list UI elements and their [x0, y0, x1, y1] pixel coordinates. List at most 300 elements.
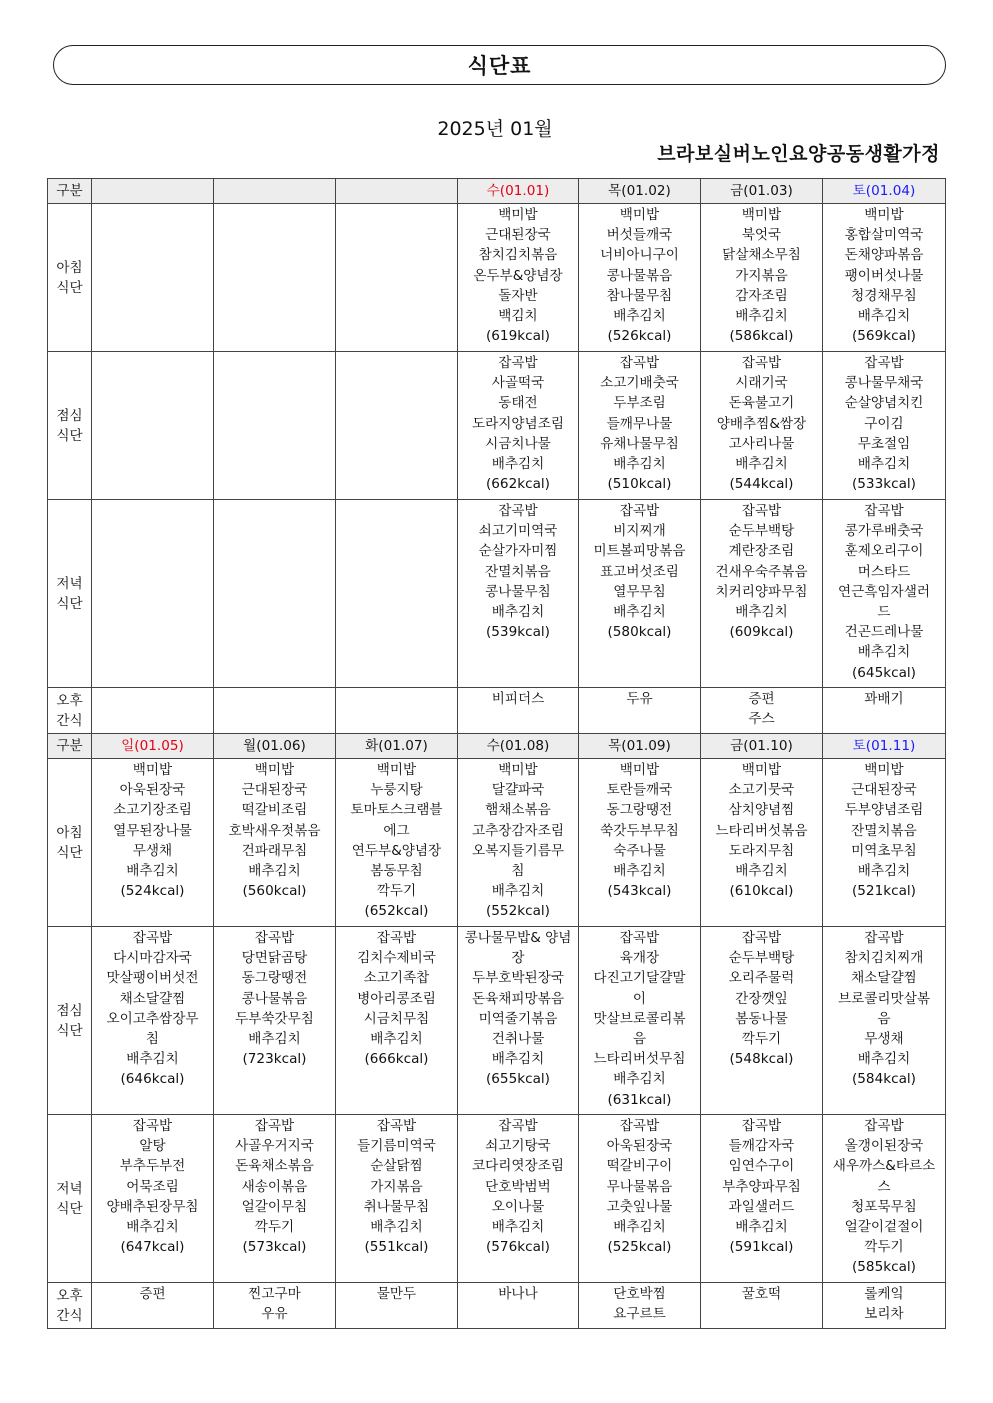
lunch-cell: [336, 927, 458, 1115]
menu-item: 배추김치: [857, 863, 911, 880]
menu-item: 봄동나물: [735, 1010, 788, 1027]
menu-item: (655kcal): [485, 1071, 550, 1088]
menu-item: 취나물무침: [363, 1198, 430, 1215]
menu-item: 새송이볶음: [241, 1178, 308, 1195]
menu-item: 과일샐러드: [728, 1198, 795, 1215]
menu-item: 새우까스&타르소: [832, 1158, 936, 1175]
menu-item: 햄채소볶음: [485, 802, 551, 819]
menu-item: 비지찌개: [613, 523, 666, 540]
menu-item: 저녁: [56, 575, 83, 592]
menu-item: 얼갈이겉절이: [844, 1219, 924, 1236]
menu-item: 무생채: [864, 1031, 904, 1048]
menu-item: 간식: [56, 1307, 83, 1324]
lunch-cell: [214, 927, 336, 1115]
menu-item: 다진고기달걀말: [593, 970, 686, 987]
menu-item: 배추김치: [735, 863, 788, 880]
menu-item: 콩나물무밥& 양념: [464, 930, 572, 946]
menu-item: 배추김치: [613, 1219, 666, 1236]
menu-item: 임연수구이: [728, 1158, 795, 1175]
breakfast-cell: [458, 204, 579, 352]
menu-item: 토마토스크램블: [350, 802, 443, 819]
menu-item: 쇠고기미역국: [478, 523, 558, 540]
breakfast-cell: [336, 759, 458, 927]
menu-item: 순두부백탕: [728, 523, 795, 540]
menu-item: 식단: [56, 1022, 83, 1039]
menu-item: (552kcal): [485, 903, 550, 920]
dinner-label: [48, 1115, 92, 1283]
menu-item: 떡갈비구이: [606, 1158, 673, 1175]
menu-item: 아욱된장국: [119, 782, 186, 799]
menu-item: 배추김치: [126, 1219, 179, 1236]
menu-item: 배추김치: [613, 863, 666, 880]
menu-item: (586kcal): [729, 328, 794, 345]
menu-item: 팽이버섯나물: [844, 267, 924, 284]
day-header: 월(01.06): [214, 734, 336, 759]
menu-item: 시금치나물: [485, 435, 551, 452]
lunch-cell: [701, 927, 823, 1115]
dinner-cell: [458, 1115, 579, 1283]
menu-item: 잡곡밥: [741, 355, 782, 371]
menu-item: 호박새우젓볶음: [228, 822, 321, 839]
category-label: 구분: [48, 734, 92, 759]
week2-breakfast-row: [48, 759, 946, 927]
menu-item: 너비아니구이: [600, 247, 679, 264]
dinner-cell: [701, 500, 823, 688]
menu-item: 주스: [748, 711, 775, 728]
menu-item: 백미밥: [619, 207, 660, 223]
breakfast-cell: [214, 759, 336, 927]
menu-item: 잡곡밥: [498, 355, 538, 371]
menu-item: 미역초무침: [851, 842, 917, 859]
menu-item: 배추김치: [613, 308, 666, 325]
menu-item: 홍합살미역국: [844, 227, 924, 244]
menu-item: 가지볶음: [370, 1178, 423, 1195]
menu-item: 깍두기: [254, 1219, 295, 1236]
menu-item: 잡곡밥: [741, 503, 782, 519]
menu-item: 우유: [261, 1306, 288, 1323]
menu-item: 머스타드: [857, 563, 911, 580]
menu-item: 배추김치: [491, 604, 545, 621]
menu-item: 점심: [56, 1002, 83, 1019]
menu-item: 연근흑임자샐러: [838, 583, 930, 600]
menu-item: 잡곡밥: [376, 1118, 417, 1134]
menu-item: 백미밥: [864, 762, 904, 778]
day-header: 일(01.05): [92, 734, 214, 759]
menu-item: 삼치양념찜: [728, 802, 795, 819]
lunch-cell: [823, 352, 946, 500]
lunch-cell: [458, 352, 579, 500]
menu-item: (551kcal): [364, 1239, 429, 1256]
menu-item: 코다리엿장조림: [472, 1158, 564, 1175]
menu-item: 닭살채소무침: [722, 247, 801, 264]
menu-item: 백미밥: [619, 762, 660, 778]
menu-item: 잡곡밥: [254, 1118, 295, 1134]
menu-item: 오후: [56, 1287, 83, 1304]
menu-item: (524kcal): [120, 883, 185, 900]
menu-item: 배추김치: [735, 1219, 788, 1236]
menu-item: 청경채무침: [851, 287, 917, 304]
menu-item: 연두부&양념장: [351, 842, 442, 859]
page-title: 식단표: [467, 54, 532, 78]
breakfast-label: [48, 759, 92, 927]
menu-item: 김치수제비국: [357, 950, 436, 967]
menu-item: 백미밥: [132, 762, 173, 778]
menu-item: 잔멸치볶음: [485, 563, 551, 580]
menu-item: 열무된장나물: [113, 822, 192, 839]
menu-item: 청포묵무침: [851, 1198, 917, 1215]
menu-item: 참치김치볶음: [478, 247, 558, 264]
snack-label: [48, 688, 92, 734]
menu-item: 참치김치찌개: [844, 950, 924, 967]
menu-item: (580kcal): [607, 624, 672, 641]
menu-item: 배추김치: [857, 1051, 911, 1068]
day-header: 수(01.08): [458, 734, 579, 759]
meal-plan-table: [47, 178, 946, 1329]
menu-item: (573kcal): [242, 1239, 307, 1256]
menu-item: 근대된장국: [485, 227, 551, 244]
menu-item: 오이고추쌈장무: [106, 1010, 199, 1027]
menu-item: 돈육채피망볶음: [472, 990, 564, 1007]
lunch-cell: [458, 927, 579, 1115]
menu-item: 고춧잎나물: [606, 1198, 673, 1215]
menu-item: 쇠고기탕국: [485, 1138, 551, 1155]
menu-item: 깍두기: [741, 1031, 782, 1048]
menu-item: 콩나물무채국: [844, 375, 924, 392]
menu-item: 유채나물무침: [600, 435, 679, 452]
menu-item: 떡갈비조림: [241, 802, 308, 819]
snack-cell: [92, 1283, 214, 1329]
menu-item: (610kcal): [729, 883, 794, 900]
week2-dinner-row: [48, 1115, 946, 1283]
menu-item: 고사리나물: [728, 435, 795, 452]
menu-item: 표고버섯조림: [600, 563, 679, 580]
menu-item: 배추김치: [735, 308, 788, 325]
menu-item: 단호박찜: [613, 1286, 666, 1302]
menu-item: 배추김치: [491, 456, 545, 473]
menu-item: 잡곡밥: [864, 930, 904, 946]
menu-item: 훈제오리구이: [844, 543, 924, 560]
menu-item: (560kcal): [242, 883, 307, 900]
day-header: 토(01.11): [823, 734, 946, 759]
menu-item: 배추김치: [491, 883, 545, 900]
menu-item: 다시마감자국: [113, 950, 192, 967]
breakfast-cell: [823, 204, 946, 352]
breakfast-cell: [579, 204, 701, 352]
month-label: 2025년 01월: [437, 118, 553, 140]
menu-item: 양배추된장무침: [106, 1198, 199, 1215]
dinner-cell: [823, 1115, 946, 1283]
menu-item: 부추두부전: [119, 1158, 186, 1175]
snack-cell: [458, 1283, 579, 1329]
menu-item: 브로콜리맛살볶: [838, 990, 930, 1007]
dinner-cell: [214, 1115, 336, 1283]
lunch-cell: [823, 927, 946, 1115]
day-header: 금(01.03): [701, 179, 823, 204]
menu-item: 부추양파무침: [722, 1178, 801, 1195]
menu-item: 느타리버섯무침: [593, 1051, 686, 1068]
menu-item: 드: [877, 604, 891, 621]
lunch-cell: [336, 352, 458, 500]
menu-item: 이: [632, 990, 647, 1007]
menu-item: 깍두기: [376, 883, 417, 900]
menu-item: 백김치: [498, 308, 538, 325]
menu-item: 콩나물무침: [485, 583, 551, 600]
menu-item: 소고기장조림: [113, 802, 192, 819]
menu-item: 쑥갓두부무침: [600, 822, 679, 839]
menu-item: 배추김치: [126, 1051, 179, 1068]
day-header: 목(01.02): [579, 179, 701, 204]
menu-item: 돈육채소볶음: [235, 1158, 314, 1175]
menu-item: 감자조림: [735, 287, 788, 304]
menu-item: 아침: [56, 259, 83, 276]
dinner-cell: [579, 500, 701, 688]
week1-breakfast-row: [48, 204, 946, 352]
menu-item: 콩가루배춧국: [844, 523, 924, 540]
snack-cell: [579, 1283, 701, 1329]
menu-item: 아욱된장국: [606, 1138, 673, 1155]
menu-item: 저녁: [56, 1180, 83, 1197]
menu-item: (521kcal): [851, 883, 916, 900]
dinner-cell: [336, 1115, 458, 1283]
menu-item: 얼갈이무침: [241, 1198, 308, 1215]
menu-item: 동그랑땡전: [606, 802, 673, 819]
week2-lunch-row: [48, 927, 946, 1115]
menu-item: 숙주나물: [613, 842, 666, 859]
menu-item: 어묵조림: [126, 1178, 179, 1195]
menu-item: (585kcal): [851, 1259, 916, 1276]
menu-item: 근대된장국: [241, 782, 308, 799]
menu-item: 백미밥: [254, 762, 295, 778]
menu-item: 음: [877, 1010, 891, 1027]
menu-item: (533kcal): [851, 476, 916, 493]
menu-item: 느타리버섯볶음: [715, 822, 808, 839]
menu-item: 미트볼피망볶음: [593, 543, 686, 560]
menu-item: 오후: [56, 692, 83, 709]
breakfast-cell: [336, 204, 458, 352]
menu-item: 잡곡밥: [864, 503, 904, 519]
week1-lunch-row: [48, 352, 946, 500]
menu-item: 콩나물볶음: [241, 990, 308, 1007]
lunch-cell: [92, 352, 214, 500]
menu-item: 침: [145, 1031, 160, 1048]
dinner-cell: [92, 1115, 214, 1283]
menu-item: 구이김: [864, 415, 904, 432]
menu-item: 양배추찜&쌈장: [716, 415, 807, 432]
menu-item: 두유: [626, 691, 653, 707]
menu-item: 백미밥: [498, 762, 538, 778]
dinner-cell: [579, 1115, 701, 1283]
menu-item: 채소달걀찜: [851, 970, 917, 987]
week2-header-row: [48, 734, 946, 759]
dinner-cell: [92, 500, 214, 688]
menu-item: 도라지양념조림: [472, 415, 564, 432]
menu-item: 들깨무나물: [606, 415, 673, 432]
snack-cell: [214, 688, 336, 734]
week1-snack-row: [48, 688, 946, 734]
menu-item: 맛살브로콜리볶: [593, 1010, 686, 1027]
menu-item: 잡곡밥: [741, 1118, 782, 1134]
menu-item: 배추김치: [613, 1071, 666, 1088]
menu-item: 배추김치: [613, 456, 666, 473]
day-header: [92, 179, 214, 204]
snack-cell: [701, 1283, 823, 1329]
menu-item: 동태전: [498, 395, 538, 412]
snack-cell: [458, 688, 579, 734]
breakfast-cell: [701, 759, 823, 927]
menu-item: 시래기국: [735, 375, 788, 392]
snack-cell: [579, 688, 701, 734]
breakfast-cell: [92, 204, 214, 352]
day-header: [336, 179, 458, 204]
menu-item: 배추김치: [857, 308, 911, 325]
menu-item: 돈육불고기: [728, 395, 795, 412]
menu-item: 소고기배춧국: [600, 375, 679, 392]
day-header: 수(01.01): [458, 179, 579, 204]
menu-item: 물만두: [376, 1286, 417, 1302]
menu-item: 점심: [56, 407, 83, 424]
menu-item: 백미밥: [741, 762, 782, 778]
menu-item: 토란들깨국: [606, 782, 673, 799]
menu-item: 오리주물럭: [728, 970, 795, 987]
menu-item: 증편: [139, 1286, 166, 1302]
menu-item: 순살닭찜: [370, 1158, 423, 1175]
menu-item: 장: [511, 950, 525, 967]
menu-item: (544kcal): [729, 476, 794, 493]
menu-item: (609kcal): [729, 624, 794, 641]
menu-item: 잡곡밥: [498, 1118, 538, 1134]
dinner-cell: [336, 500, 458, 688]
menu-item: 소고기족찹: [363, 970, 430, 987]
menu-item: 잡곡밥: [254, 930, 295, 946]
breakfast-cell: [701, 204, 823, 352]
menu-item: 에그: [383, 822, 410, 839]
menu-item: 식단: [56, 595, 83, 612]
menu-item: 배추김치: [735, 604, 788, 621]
menu-item: 잡곡밥: [619, 355, 660, 371]
menu-item: 잡곡밥: [132, 930, 173, 946]
snack-cell: [336, 1283, 458, 1329]
menu-item: 두부양념조림: [844, 802, 924, 819]
menu-item: 식단: [56, 844, 83, 861]
breakfast-label: [48, 204, 92, 352]
menu-item: 채소달걀찜: [119, 990, 186, 1007]
menu-item: (652kcal): [364, 903, 429, 920]
menu-item: 병아리콩조림: [357, 990, 436, 1007]
menu-item: 아침: [56, 824, 83, 841]
menu-item: 열무무침: [613, 583, 666, 600]
menu-item: 무나물볶음: [606, 1178, 673, 1195]
menu-item: 시금치무침: [363, 1010, 430, 1027]
menu-item: 잡곡밥: [741, 930, 782, 946]
menu-item: 간식: [56, 712, 83, 729]
day-header: 토(01.04): [823, 179, 946, 204]
menu-item: (662kcal): [485, 476, 550, 493]
menu-item: 달걀파국: [491, 782, 545, 799]
menu-item: 누룽지탕: [370, 782, 423, 799]
menu-item: 깍두기: [864, 1239, 904, 1256]
menu-item: 잡곡밥: [864, 355, 904, 371]
menu-item: (569kcal): [851, 328, 916, 345]
menu-item: 들기름미역국: [357, 1138, 436, 1155]
menu-item: 식단: [56, 427, 83, 444]
lunch-label: [48, 352, 92, 500]
menu-item: 동그랑땡전: [241, 970, 308, 987]
menu-item: 비피더스: [491, 691, 545, 707]
lunch-label: [48, 927, 92, 1115]
menu-item: 배추김치: [370, 1031, 423, 1048]
day-header: 금(01.10): [701, 734, 823, 759]
menu-item: 사골떡국: [491, 375, 545, 392]
menu-item: 배추김치: [248, 863, 301, 880]
menu-item: 배추김치: [857, 644, 911, 661]
snack-cell: [214, 1283, 336, 1329]
menu-item: 사골우거지국: [235, 1138, 314, 1155]
menu-item: 무생채: [132, 842, 173, 859]
menu-item: 고추장감자조림: [472, 822, 564, 839]
menu-item: 올갱이된장국: [844, 1138, 924, 1155]
breakfast-cell: [579, 759, 701, 927]
menu-item: 증편: [748, 691, 775, 707]
menu-item: 육개장: [619, 950, 660, 967]
menu-item: 돈채양파볶음: [844, 247, 924, 264]
lunch-cell: [214, 352, 336, 500]
menu-item: 배추김치: [857, 456, 911, 473]
menu-item: 봄동무침: [370, 863, 423, 880]
menu-item: 무초절임: [857, 435, 911, 452]
menu-item: 잡곡밥: [498, 503, 538, 519]
menu-item: (666kcal): [364, 1051, 429, 1068]
menu-item: 도라지무침: [728, 842, 795, 859]
menu-item: 잡곡밥: [864, 1118, 904, 1134]
lunch-cell: [701, 352, 823, 500]
menu-item: 단호박범벅: [485, 1178, 551, 1195]
menu-item: 스: [877, 1178, 891, 1195]
menu-item: 돌자반: [498, 287, 538, 304]
menu-item: (647kcal): [120, 1239, 185, 1256]
lunch-cell: [92, 927, 214, 1115]
menu-item: 잡곡밥: [132, 1118, 173, 1134]
breakfast-cell: [214, 204, 336, 352]
menu-item: 배추김치: [491, 1219, 545, 1236]
menu-item: 콩나물볶음: [606, 267, 673, 284]
menu-item: 들깨감자국: [728, 1138, 795, 1155]
menu-item: 요구르트: [613, 1306, 666, 1323]
menu-item: (619kcal): [485, 328, 550, 345]
menu-item: 근대된장국: [851, 782, 917, 799]
dinner-cell: [823, 500, 946, 688]
menu-item: 백미밥: [376, 762, 417, 778]
menu-item: 건새우숙주볶음: [715, 563, 808, 580]
menu-item: (548kcal): [729, 1051, 794, 1068]
menu-item: 두부조림: [613, 395, 666, 412]
menu-item: 식단: [56, 279, 83, 296]
menu-item: 가지볶음: [735, 267, 788, 284]
menu-item: 참나물무침: [606, 287, 673, 304]
menu-item: (584kcal): [851, 1071, 916, 1088]
menu-item: 잡곡밥: [619, 503, 660, 519]
menu-title-box: [53, 45, 946, 85]
menu-item: 배추김치: [491, 1051, 545, 1068]
dinner-label: [48, 500, 92, 688]
category-label: 구분: [48, 179, 92, 204]
menu-item: 침: [511, 863, 525, 880]
menu-item: 두부호박된장국: [472, 970, 564, 987]
lunch-cell: [579, 927, 701, 1115]
menu-item: (543kcal): [607, 883, 672, 900]
menu-item: (525kcal): [607, 1239, 672, 1256]
dinner-cell: [214, 500, 336, 688]
day-header: 목(01.09): [579, 734, 701, 759]
